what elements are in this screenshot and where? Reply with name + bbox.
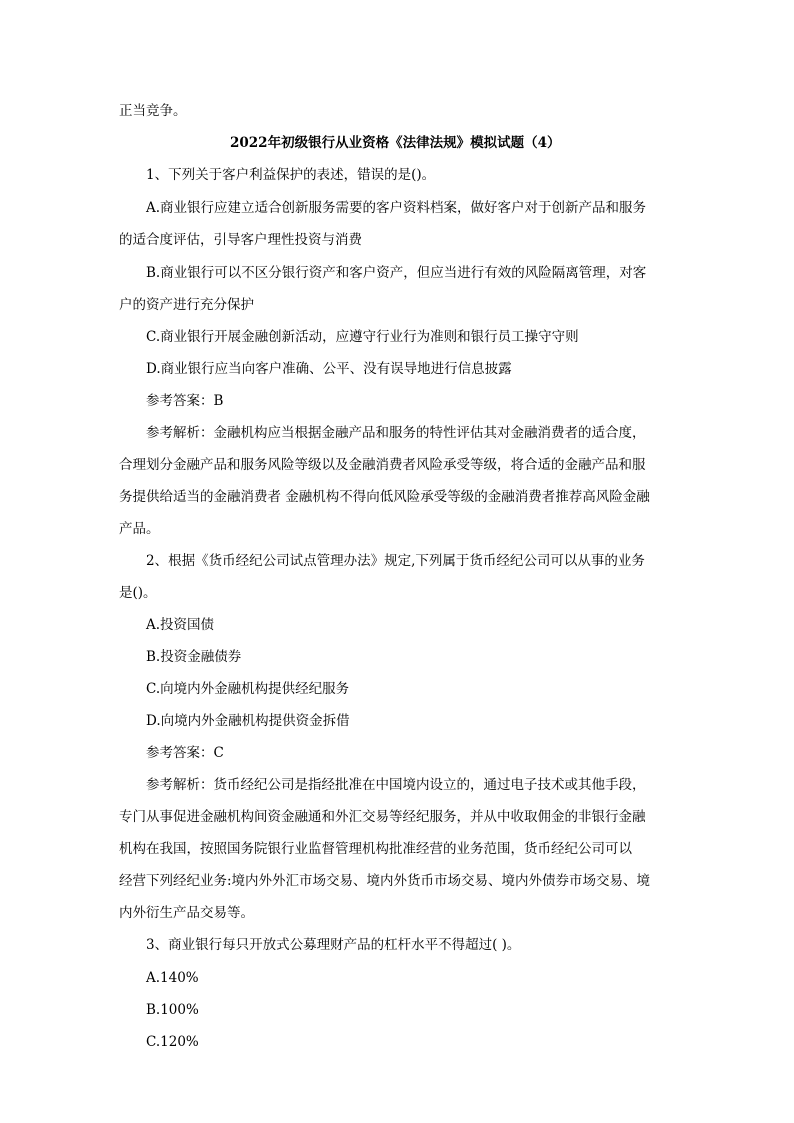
q1-analysis-line: 合理划分金融产品和服务风险等级以及金融消费者风险承受等级，将合适的金融产品和服 xyxy=(119,457,646,473)
continuation-text: 正当竞争。 xyxy=(119,103,187,119)
q2-analysis-line: 机构在我国，按照国务院银行业监督管理机构批准经营的业务范围，货币经纪公司可以 xyxy=(119,841,632,857)
q3-option-a: A.140% xyxy=(146,970,199,986)
document-title: 2022年初级银行从业资格《法律法规》模拟试题（4） xyxy=(230,135,561,151)
q2-option-d: D.向境内外金融机构提供资金拆借 xyxy=(146,713,350,729)
q1-option-d: D.商业银行应当向客户准确、公平、没有误导地进行信息披露 xyxy=(146,361,512,377)
q2-option-c: C.向境内外金融机构提供经纪服务 xyxy=(146,681,350,697)
q1-option-b-cont: 户的资产进行充分保护 xyxy=(119,297,254,313)
q3-option-b: B.100% xyxy=(146,1002,199,1018)
q1-answer: 参考答案：B xyxy=(146,393,224,409)
q2-analysis-line: 专门从事促进金融机构间资金融通和外汇交易等经纪服务，并从中收取佣金的非银行金融 xyxy=(119,809,646,825)
q1-stem: 1、下列关于客户利益保护的表述，错误的是()。 xyxy=(146,167,436,183)
q1-analysis-line: 产品。 xyxy=(119,521,160,537)
q2-option-a: A.投资国债 xyxy=(146,617,215,633)
q1-analysis-line: 务提供给适当的金融消费者 金融机构不得向低风险承受等级的金融消费者推荐高风险金融 xyxy=(119,489,650,505)
q2-analysis-line: 经营下列经纪业务:境内外外汇市场交易、境内外货币市场交易、境内外债券市场交易、境 xyxy=(119,873,651,889)
q1-option-b: B.商业银行可以不区分银行资产和客户资产，但应当进行有效的风险隔离管理，对客 xyxy=(146,265,647,281)
q2-stem-cont: 是()。 xyxy=(119,585,157,601)
q1-option-c: C.商业银行开展金融创新活动，应遵守行业行为准则和银行员工操守守则 xyxy=(146,329,579,345)
q1-option-a-cont: 的适合度评估，引导客户理性投资与消费 xyxy=(119,232,362,248)
q2-stem: 2、根据《货币经纪公司试点管理办法》规定,下列属于货币经纪公司可以从事的业务 xyxy=(146,553,645,569)
q2-answer: 参考答案：C xyxy=(146,745,224,761)
q2-analysis-line: 内外衍生产品交易等。 xyxy=(119,905,254,921)
q3-stem: 3、商业银行每只开放式公募理财产品的杠杆水平不得超过( )。 xyxy=(146,937,521,953)
q1-analysis-line: 参考解析：金融机构应当根据金融产品和服务的特性评估其对金融消费者的适合度， xyxy=(146,425,646,441)
q2-analysis-line: 参考解析：货币经纪公司是指经批准在中国境内设立的，通过电子技术或其他手段， xyxy=(146,777,646,793)
q3-option-c: C.120% xyxy=(146,1034,199,1050)
q2-option-b: B.投资金融债券 xyxy=(146,649,242,665)
q1-option-a: A.商业银行应建立适合创新服务需要的客户资料档案，做好客户对于创新产品和服务 xyxy=(146,200,647,216)
